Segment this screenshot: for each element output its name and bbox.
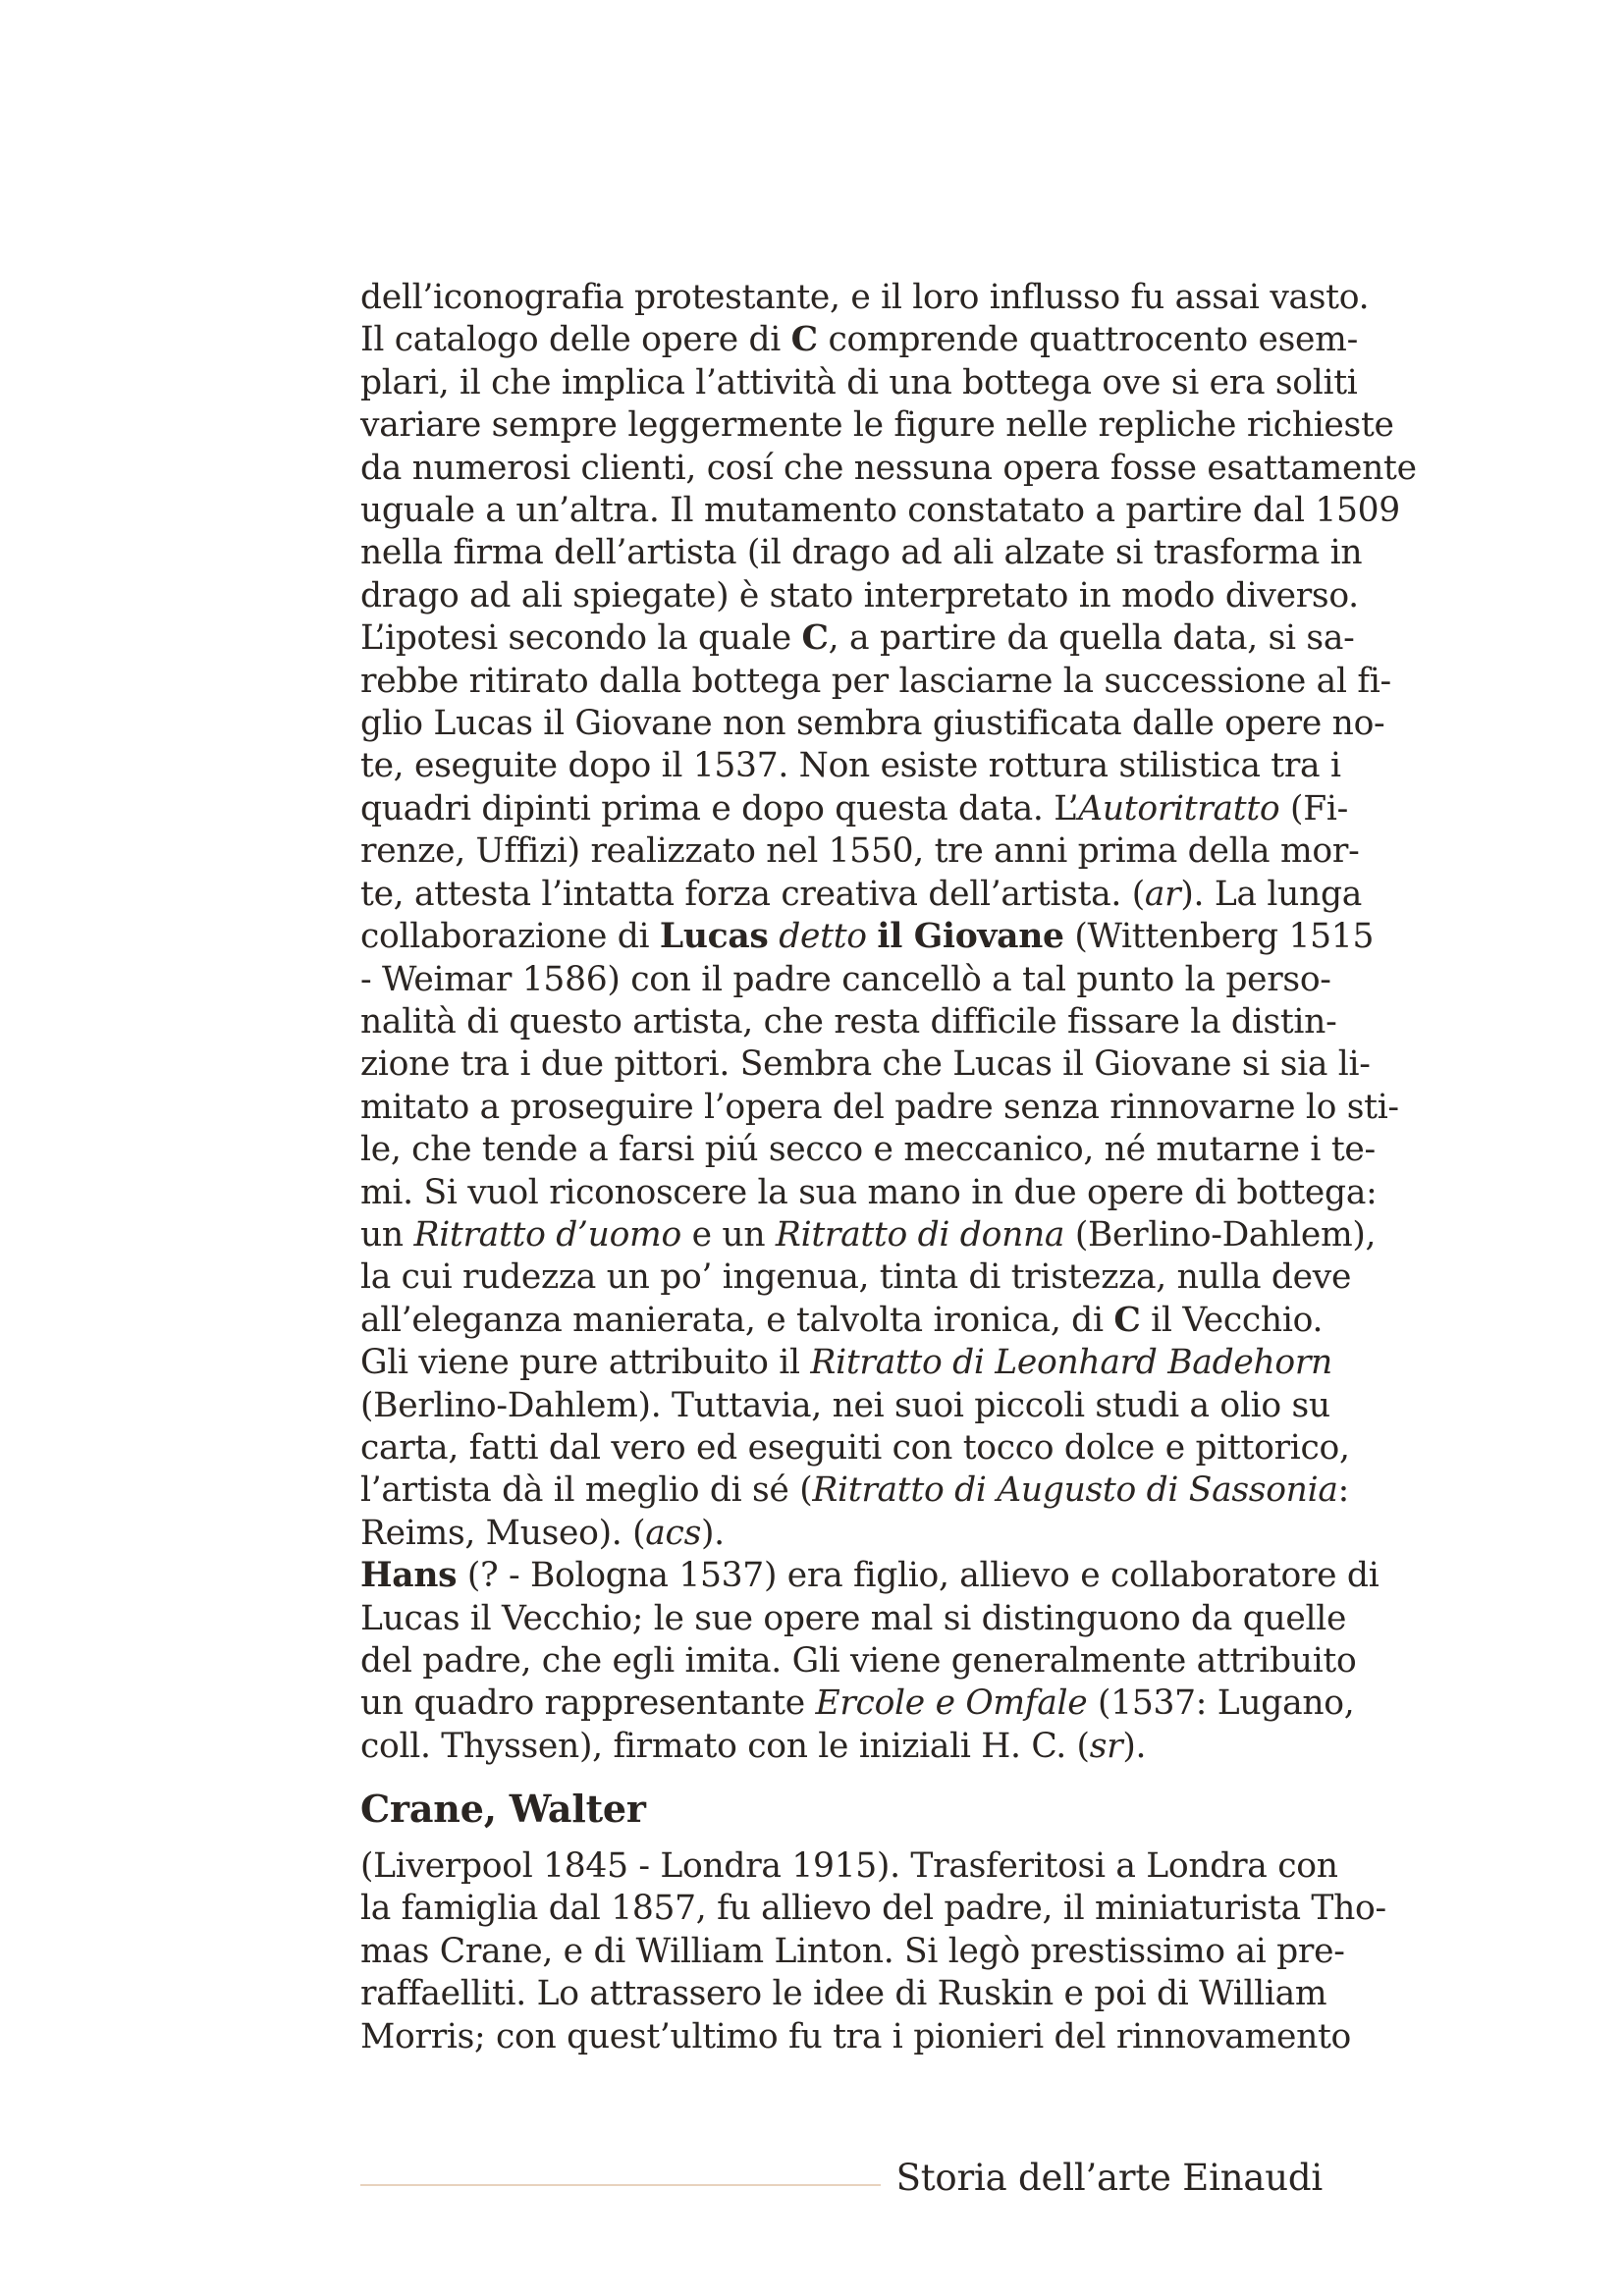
text-line: del padre, che egli imita. Gli viene generalmente attribuito xyxy=(360,1641,1357,1681)
entry-heading-crane: Crane, Walter xyxy=(360,1787,646,1831)
text-line: plari, il che implica l’attività di una bottega ove si era soliti xyxy=(360,362,1358,402)
text-line: carta, fatti dal vero ed eseguiti con tocco dolce e pittorico, xyxy=(360,1427,1350,1468)
text-line: zione tra i due pittori. Sembra che Lucas il Giovane si sia li- xyxy=(360,1044,1371,1085)
text-line: Hans (? - Bologna 1537) era figlio, allievo e collaboratore di xyxy=(360,1556,1380,1596)
text-line: un Ritratto d’uomo e un Ritratto di donna (Berlino-Dahlem), xyxy=(360,1214,1377,1255)
text-line: Il catalogo delle opere di C comprende quattrocento esem- xyxy=(360,320,1358,360)
text-line: da numerosi clienti, cosí che nessuna opera fosse esattamente xyxy=(360,448,1417,488)
text-line: uguale a un’altra. Il mutamento constatato a partire dal 1509 xyxy=(360,491,1400,531)
text-line: dell’iconografia protestante, e il loro influsso fu assai vasto. xyxy=(360,278,1370,317)
text-line: nalità di questo artista, che resta difficile fissare la distin- xyxy=(360,1001,1337,1041)
text-line: rebbe ritirato dalla bottega per lasciarne la successione al fi- xyxy=(360,661,1391,701)
text-line: renze, Uffizi) realizzato nel 1550, tre anni prima della mor- xyxy=(360,831,1360,872)
text-line: collaborazione di Lucas detto il Giovane (Wittenberg 1515 xyxy=(360,917,1375,957)
text-line: (Liverpool 1845 - Londra 1915). Trasferitosi a Londra con xyxy=(360,1846,1338,1886)
text-line: Gli viene pure attribuito il Ritratto di Leonhard Badehorn xyxy=(360,1343,1332,1383)
text-line: L’ipotesi secondo la quale C, a partire da quella data, si sa- xyxy=(360,618,1355,659)
entry-body-crane xyxy=(360,1845,1386,2058)
text-line: te, eseguite dopo il 1537. Non esiste rottura stilistica tra i xyxy=(360,746,1341,786)
text-line: glio Lucas il Giovane non sembra giustificata dalle opere no- xyxy=(360,704,1385,744)
text-line: Lucas il Vecchio; le sue opere mal si distinguono da quelle xyxy=(360,1598,1347,1638)
text-line: le, che tende a farsi piú secco e meccanico, né mutarne i te- xyxy=(360,1130,1376,1170)
text-line: nella firma dell’artista (il drago ad ali alzate si trasforma in xyxy=(360,533,1363,573)
footer-publication-title: Storia dell’arte Einaudi xyxy=(895,2157,1323,2199)
text-line: mas Crane, e di William Linton. Si legò prestissimo ai pre- xyxy=(360,1931,1345,1971)
text-line: coll. Thyssen), firmato con le iniziali H. C. (sr). xyxy=(360,1726,1147,1766)
text-line: mi. Si vuol riconoscere la sua mano in due opere di bottega: xyxy=(360,1172,1378,1212)
text-line: la famiglia dal 1857, fu allievo del padre, il miniaturista Tho- xyxy=(360,1889,1386,1929)
text-line: variare sempre leggermente le figure nelle repliche richieste xyxy=(360,405,1394,446)
text-line: (Berlino-Dahlem). Tuttavia, nei suoi piccoli studi a olio su xyxy=(360,1385,1330,1425)
text-line: - Weimar 1586) con il padre cancellò a tal punto la perso- xyxy=(360,959,1331,999)
text-line: l’artista dà il meglio di sé (Ritratto di Augusto di Sassonia: xyxy=(360,1470,1349,1511)
text-line: Reims, Museo). (acs). xyxy=(360,1513,725,1553)
text-line: raffaelliti. Lo attrassero le idee di Ruskin e poi di William xyxy=(360,1974,1327,2014)
text-line: un quadro rappresentante Ercole e Omfale (1537: Lugano, xyxy=(360,1683,1355,1724)
text-line: mitato a proseguire l’opera del padre senza rinnovarne lo sti- xyxy=(360,1087,1399,1127)
footer-rule xyxy=(360,2184,881,2186)
text-line: la cui rudezza un po’ ingenua, tinta di tristezza, nulla deve xyxy=(360,1257,1352,1298)
text-line: Morris; con quest’ultimo fu tra i pionieri del rinnovamento xyxy=(360,2016,1352,2056)
text-line: quadri dipinti prima e dopo questa data. L’Autoritratto (Fi- xyxy=(360,788,1348,828)
text-line: drago ad ali spiegate) è stato interpretato in modo diverso. xyxy=(360,575,1359,615)
article-body xyxy=(360,277,1417,1768)
text-line: all’eleganza manierata, e talvolta ironica, di C il Vecchio. xyxy=(360,1300,1324,1340)
text-line: te, attesta l’intatta forza creativa dell’artista. (ar). La lunga xyxy=(360,874,1363,914)
